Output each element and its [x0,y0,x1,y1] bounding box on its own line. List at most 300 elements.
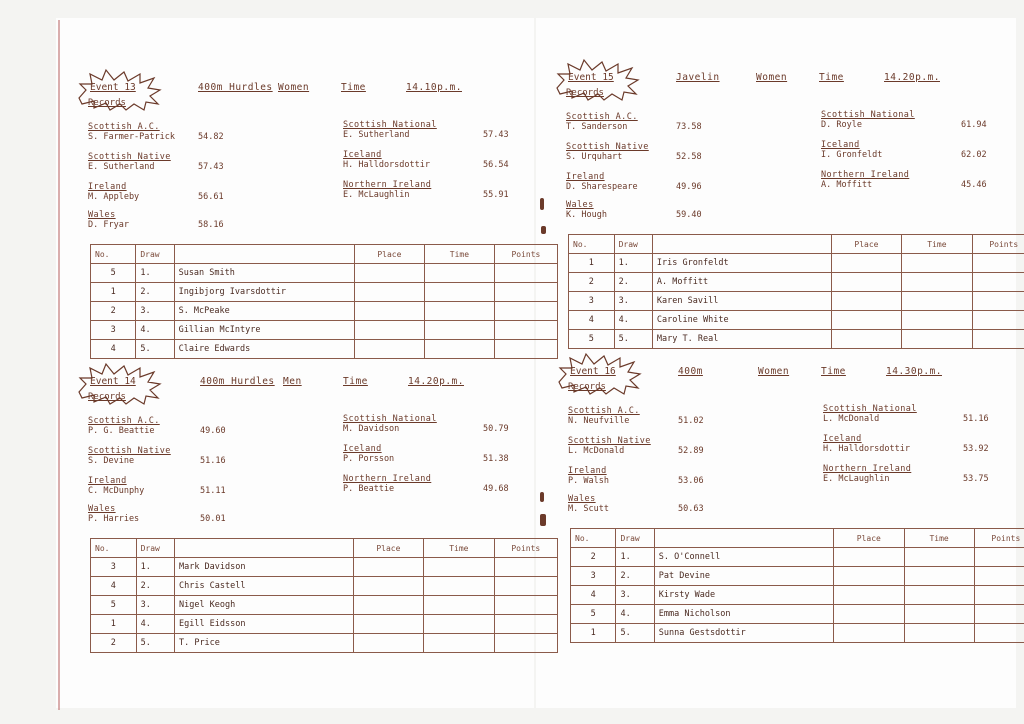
record-holder: P. Harries [88,514,140,524]
record-category: Iceland [823,434,862,444]
points-cell[interactable] [972,254,1024,273]
entry-name: Karen Savill [652,292,831,311]
record-category: Northern Ireland [343,180,432,190]
column-header: Points [972,235,1024,254]
record-value: 51.11 [200,486,226,496]
column-header: Place [353,539,424,558]
record-entry [566,172,638,192]
entry-draw: 2. [136,577,174,596]
table-row [569,330,1024,349]
records-title: Records [568,382,606,392]
entry-no: 2 [569,273,615,292]
table-row [91,596,558,615]
entry-no: 4 [571,586,616,605]
record-category: Scottish A.C. [566,112,638,122]
time-cell[interactable] [904,586,974,605]
points-cell[interactable] [494,340,557,359]
record-holder: E. McLaughlin [823,474,890,484]
record-holder: A. Moffitt [821,180,873,190]
record-entry [821,170,909,190]
record-holder: D. Fryar [88,220,129,230]
entry-draw: 5. [136,340,174,359]
entry-draw: 2. [614,273,652,292]
table-row [91,634,558,653]
column-header [652,235,831,254]
record-entry [343,414,437,434]
entry-no: 3 [91,321,136,340]
table-row [569,273,1024,292]
column-header: Place [834,529,904,548]
entry-no: 1 [571,624,616,643]
points-cell[interactable] [974,605,1024,624]
record-category: Scottish A.C. [88,416,160,426]
record-holder: D. Royle [821,120,862,130]
entry-draw: 5. [136,634,174,653]
time-cell[interactable] [902,273,972,292]
record-holder: L. McDonald [823,414,880,424]
place-cell[interactable] [353,634,424,653]
entry-name: Sunna Gestsdottir [654,624,833,643]
points-cell[interactable] [494,558,557,577]
record-category: Iceland [343,150,382,160]
record-category: Scottish National [823,404,917,414]
record-holder: H. Halldorsdottir [823,444,910,454]
record-value: 49.68 [483,484,509,494]
time-cell[interactable] [424,302,494,321]
record-value: 52.58 [676,152,702,162]
records-title: Records [88,98,126,108]
entry-name: Mark Davidson [174,558,353,577]
event-time-label: Time [343,376,368,387]
entry-draw: 1. [136,264,174,283]
record-category: Scottish A.C. [568,406,640,416]
entry-no: 1 [91,283,136,302]
event-discipline: Javelin [676,72,720,83]
points-cell[interactable] [974,586,1024,605]
column-header [174,245,354,264]
record-value: 49.96 [676,182,702,192]
record-entry [566,112,638,132]
place-cell[interactable] [354,264,424,283]
points-cell[interactable] [494,634,557,653]
record-holder: S. Devine [88,456,135,466]
record-category: Scottish National [821,110,915,120]
record-category: Iceland [343,444,382,454]
entry-no: 3 [91,558,137,577]
record-entry [88,122,175,142]
entry-no: 4 [569,311,615,330]
place-cell[interactable] [831,292,902,311]
record-value: 73.58 [676,122,702,132]
records-title: Records [566,88,604,98]
points-cell[interactable] [494,615,557,634]
event-label: Event 15 [568,72,614,83]
event-gender: Men [283,376,302,387]
place-cell[interactable] [834,605,904,624]
record-value: 51.16 [200,456,226,466]
record-value: 50.01 [200,514,226,524]
event-time: 14.30p.m. [886,366,942,377]
record-value: 51.16 [963,414,989,424]
place-cell[interactable] [354,321,424,340]
record-value: 53.75 [963,474,989,484]
column-header: Time [424,539,494,558]
entry-draw: 1. [616,548,654,567]
record-holder: S. Farmer-Patrick [88,132,175,142]
column-header: Points [494,245,557,264]
table-row [91,577,558,596]
event-time-label: Time [821,366,846,377]
entries-table [90,244,558,359]
page-edge-line [58,20,60,710]
time-cell[interactable] [904,567,974,586]
record-category: Scottish Native [566,142,649,152]
time-cell[interactable] [424,634,494,653]
entry-draw: 4. [136,321,174,340]
time-cell[interactable] [424,558,494,577]
table-row [91,283,558,302]
column-header: Points [494,539,557,558]
event-time-label: Time [819,72,844,83]
record-category: Northern Ireland [343,474,432,484]
record-entry [343,444,394,464]
entry-draw: 1. [614,254,652,273]
time-cell[interactable] [902,254,972,273]
record-category: Scottish National [343,414,437,424]
records-title: Records [88,392,126,402]
record-value: 45.46 [961,180,987,190]
table-row [91,615,558,634]
column-header: Draw [136,539,174,558]
time-cell[interactable] [424,596,494,615]
record-value: 53.92 [963,444,989,454]
record-category: Ireland [568,466,607,476]
column-header: Time [424,245,494,264]
time-cell[interactable] [902,292,972,311]
record-value: 52.89 [678,446,704,456]
column-header: No. [571,529,616,548]
entry-draw: 3. [614,292,652,311]
points-cell[interactable] [974,548,1024,567]
table-header-row [571,529,1024,548]
entry-name: Iris Gronfeldt [652,254,831,273]
record-value: 58.16 [198,220,224,230]
place-cell[interactable] [831,311,902,330]
record-category: Ireland [566,172,605,182]
record-entry [566,200,607,220]
table-row [91,264,558,283]
entry-no: 5 [569,330,615,349]
time-cell[interactable] [424,340,494,359]
record-value: 62.02 [961,150,987,160]
time-cell[interactable] [424,577,494,596]
record-category: Scottish Native [568,436,651,446]
entry-draw: 2. [616,567,654,586]
points-cell[interactable] [974,624,1024,643]
points-cell[interactable] [494,283,557,302]
time-cell[interactable] [424,283,494,302]
place-cell[interactable] [834,586,904,605]
record-entry [88,416,160,436]
record-entry [88,476,144,496]
entry-no: 4 [91,577,137,596]
column-header: Draw [616,529,654,548]
event-discipline: 400m [678,366,703,377]
points-cell[interactable] [494,577,557,596]
record-entry [343,180,431,200]
points-cell[interactable] [972,273,1024,292]
record-entry [88,182,139,202]
event-discipline: 400m Hurdles [200,376,275,387]
entry-draw: 4. [136,615,174,634]
place-cell[interactable] [834,548,904,567]
table-row [569,254,1024,273]
record-holder: C. McDunphy [88,486,145,496]
points-cell[interactable] [494,596,557,615]
entry-draw: 3. [136,302,174,321]
table-header-row [91,245,558,264]
record-category: Scottish Native [88,446,171,456]
table-row [571,567,1024,586]
record-holder: N. Neufville [568,416,630,426]
column-header: Place [831,235,902,254]
entry-draw: 3. [616,586,654,605]
column-header: No. [91,245,136,264]
time-cell[interactable] [902,330,972,349]
record-value: 51.02 [678,416,704,426]
entry-name: Mary T. Real [652,330,831,349]
table-row [569,311,1024,330]
record-category: Wales [88,210,116,220]
event-gender: Women [756,72,788,83]
event-time: 14.20p.m. [884,72,940,83]
record-value: 50.79 [483,424,509,434]
entry-no: 1 [91,615,137,634]
place-cell[interactable] [831,273,902,292]
column-header: Points [974,529,1024,548]
entry-no: 1 [569,254,615,273]
event-time: 14.20p.m. [408,376,464,387]
record-entry [821,110,915,130]
entry-draw: 3. [136,596,174,615]
entry-no: 2 [91,634,137,653]
record-category: Scottish National [343,120,437,130]
record-value: 55.91 [483,190,509,200]
table-row [571,548,1024,567]
record-category: Ireland [88,476,127,486]
entries-table [568,234,1024,349]
record-entry [823,404,917,424]
place-cell[interactable] [831,254,902,273]
event-gender: Women [758,366,790,377]
record-entry [343,150,430,170]
place-cell[interactable] [354,340,424,359]
points-cell[interactable] [972,311,1024,330]
event-13-block [88,80,558,380]
record-value: 57.43 [198,162,224,172]
points-cell[interactable] [494,302,557,321]
record-entry [568,436,651,456]
record-entry [566,142,649,162]
place-cell[interactable] [353,615,424,634]
entry-no: 5 [571,605,616,624]
entry-draw: 5. [616,624,654,643]
record-category: Northern Ireland [821,170,910,180]
entry-name: S. McPeake [174,302,354,321]
points-cell[interactable] [494,321,557,340]
record-category: Scottish A.C. [88,122,160,132]
record-category: Northern Ireland [823,464,912,474]
record-value: 59.40 [676,210,702,220]
entry-draw: 1. [136,558,174,577]
record-category: Scottish Native [88,152,171,162]
record-holder: S. Urquhart [566,152,623,162]
entry-name: Ingibjorg Ivarsdottir [174,283,354,302]
entry-no: 5 [91,596,137,615]
column-header [654,529,833,548]
event-label: Event 16 [570,366,616,377]
record-holder: M. Appleby [88,192,140,202]
entry-name: Chris Castell [174,577,353,596]
place-cell[interactable] [353,577,424,596]
record-holder: E. Sutherland [88,162,155,172]
column-header [174,539,353,558]
record-value: 51.38 [483,454,509,464]
event-gender: Women [278,82,310,93]
record-holder: T. Sanderson [566,122,628,132]
column-header: Place [354,245,424,264]
record-category: Wales [566,200,594,210]
record-entry [88,504,139,524]
event-time: 14.10p.m. [406,82,462,93]
record-entry [823,434,910,454]
points-cell[interactable] [494,264,557,283]
place-cell[interactable] [834,624,904,643]
record-category: Ireland [88,182,127,192]
record-entry [88,446,171,466]
record-value: 53.06 [678,476,704,486]
entry-name: Egill Eidsson [174,615,353,634]
event-16-block [568,364,1024,664]
column-header: No. [91,539,137,558]
entries-table [570,528,1024,643]
record-value: 61.94 [961,120,987,130]
entry-name: Caroline White [652,311,831,330]
record-holder: D. Sharespeare [566,182,638,192]
record-entry [568,406,640,426]
entry-no: 4 [91,340,136,359]
table-row [569,292,1024,311]
record-value: 56.61 [198,192,224,202]
time-cell[interactable] [424,264,494,283]
table-row [91,321,558,340]
record-entry [821,140,882,160]
entry-no: 3 [571,567,616,586]
place-cell[interactable] [353,558,424,577]
entry-name: Claire Edwards [174,340,354,359]
place-cell[interactable] [831,330,902,349]
entry-draw: 4. [616,605,654,624]
place-cell[interactable] [354,283,424,302]
record-entry [88,152,171,172]
points-cell[interactable] [972,330,1024,349]
place-cell[interactable] [354,302,424,321]
time-cell[interactable] [904,548,974,567]
record-entry [568,466,609,486]
record-entry [343,474,431,494]
column-header: Time [904,529,974,548]
event-15-block [566,70,1024,370]
time-cell[interactable] [424,321,494,340]
entries-table [90,538,558,653]
record-holder: H. Halldorsdottir [343,160,430,170]
record-holder: M. Davidson [343,424,400,434]
record-category: Iceland [821,140,860,150]
record-holder: E. Sutherland [343,130,410,140]
record-holder: E. McLaughlin [343,190,410,200]
time-cell[interactable] [902,311,972,330]
place-cell[interactable] [834,567,904,586]
event-time-label: Time [341,82,366,93]
record-holder: P. G. Beattie [88,426,155,436]
table-row [91,558,558,577]
table-row [91,302,558,321]
time-cell[interactable] [424,615,494,634]
record-holder: K. Hough [566,210,607,220]
record-entry [823,464,911,484]
record-holder: P. Beattie [343,484,395,494]
event-label: Event 14 [90,376,136,387]
entry-draw: 2. [136,283,174,302]
record-holder: P. Walsh [568,476,609,486]
record-value: 50.63 [678,504,704,514]
table-row [571,605,1024,624]
table-row [91,340,558,359]
entry-no: 2 [91,302,136,321]
entry-draw: 5. [614,330,652,349]
record-holder: M. Scutt [568,504,609,514]
column-header: Draw [614,235,652,254]
time-cell[interactable] [904,624,974,643]
record-holder: I. Gronfeldt [821,150,883,160]
record-value: 54.82 [198,132,224,142]
entry-name: Nigel Keogh [174,596,353,615]
record-category: Wales [88,504,116,514]
place-cell[interactable] [353,596,424,615]
column-header: Draw [136,245,174,264]
record-value: 56.54 [483,160,509,170]
entry-name: S. O'Connell [654,548,833,567]
entry-name: Emma Nicholson [654,605,833,624]
table-header-row [91,539,558,558]
time-cell[interactable] [904,605,974,624]
record-holder: P. Porsson [343,454,395,464]
entry-name: Kirsty Wade [654,586,833,605]
record-entry [88,210,129,230]
record-entry [343,120,437,140]
entry-name: Susan Smith [174,264,354,283]
points-cell[interactable] [974,567,1024,586]
column-header: No. [569,235,615,254]
record-category: Wales [568,494,596,504]
entry-draw: 4. [614,311,652,330]
entry-no: 3 [569,292,615,311]
entry-name: A. Moffitt [652,273,831,292]
entry-no: 2 [571,548,616,567]
points-cell[interactable] [972,292,1024,311]
event-14-block [88,374,558,674]
table-row [571,624,1024,643]
